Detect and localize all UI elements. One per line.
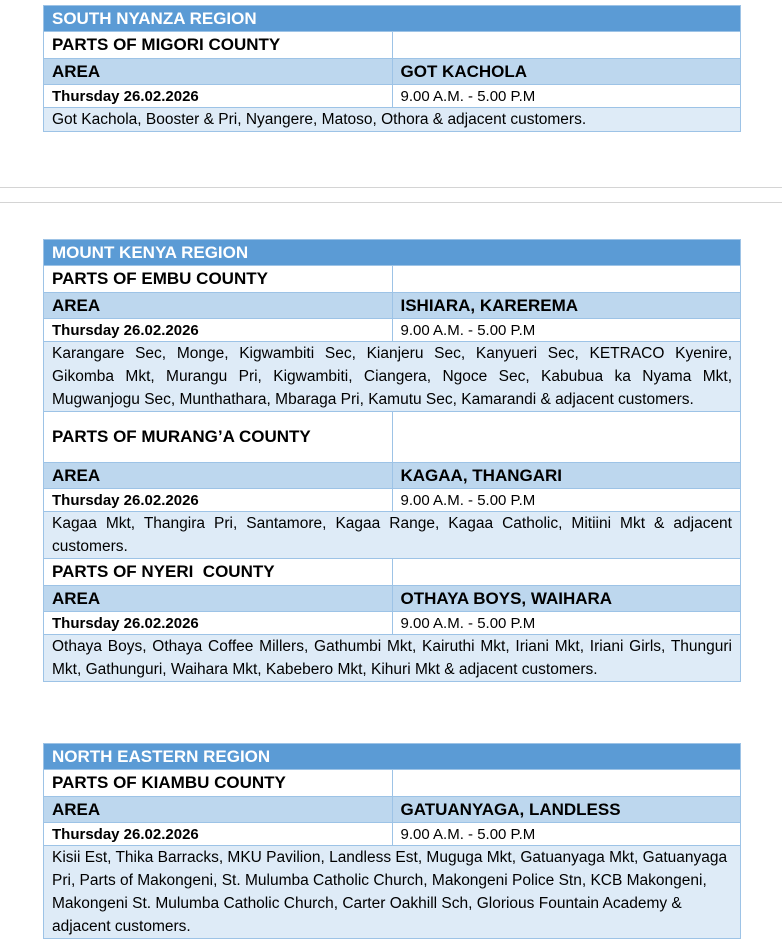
region-table-south-nyanza [43, 5, 741, 132]
area-label: AREA [44, 797, 393, 823]
affected-customers: Kisii Est, Thika Barracks, MKU Pavilion, Landless Est, Muguga Mkt, Gatuanyaga Mkt, Gatuanyaga Pri, Parts of Makongeni, St. Mulumba Catholic Church, Makongeni Police Stn, KCB Makongeni, Makongeni St. Mulumba Catholic Church, Carter Oakhill Sch, Glorious Fountain Academy & adjacent customers. [44, 846, 741, 939]
outage-time: 9.00 A.M. - 5.00 P.M [392, 319, 741, 342]
county-empty-cell [392, 559, 741, 586]
county-name: PARTS OF NYERI COUNTY [44, 559, 393, 586]
county-empty-cell [392, 32, 741, 59]
county-empty-cell [392, 412, 741, 463]
county-name: PARTS OF MIGORI COUNTY [44, 32, 393, 59]
region-title: NORTH EASTERN REGION [44, 744, 741, 770]
customers-row [44, 342, 741, 412]
area-name: ISHIARA, KAREREMA [392, 293, 741, 319]
county-row [44, 559, 741, 586]
outage-time: 9.00 A.M. - 5.00 P.M [392, 489, 741, 512]
area-label: AREA [44, 463, 393, 489]
region-title: MOUNT KENYA REGION [44, 240, 741, 266]
outage-date: Thursday 26.02.2026 [44, 612, 393, 635]
area-name: GATUANYAGA, LANDLESS [392, 797, 741, 823]
county-row [44, 266, 741, 293]
region-header [44, 744, 741, 770]
area-label: AREA [44, 586, 393, 612]
county-empty-cell [392, 266, 741, 293]
outage-time: 9.00 A.M. - 5.00 P.M [392, 85, 741, 108]
area-row [44, 463, 741, 489]
outage-date: Thursday 26.02.2026 [44, 489, 393, 512]
schedule-row [44, 319, 741, 342]
area-row [44, 797, 741, 823]
outage-date: Thursday 26.02.2026 [44, 823, 393, 846]
county-row [44, 770, 741, 797]
affected-customers: Kagaa Mkt, Thangira Pri, Santamore, Kagaa Range, Kagaa Catholic, Mitiini Mkt & adjacent customers. [44, 512, 741, 559]
area-name: OTHAYA BOYS, WAIHARA [392, 586, 741, 612]
county-name: PARTS OF MURANG’A COUNTY [44, 412, 393, 463]
outage-date: Thursday 26.02.2026 [44, 319, 393, 342]
region-table-north-eastern [43, 743, 741, 939]
customers-row [44, 635, 741, 682]
area-row [44, 293, 741, 319]
region-header [44, 6, 741, 32]
area-row [44, 59, 741, 85]
area-row [44, 586, 741, 612]
affected-customers: Got Kachola, Booster & Pri, Nyangere, Matoso, Othora & adjacent customers. [44, 108, 741, 132]
customers-row [44, 846, 741, 939]
schedule-row [44, 612, 741, 635]
county-name: PARTS OF EMBU COUNTY [44, 266, 393, 293]
area-name: GOT KACHOLA [392, 59, 741, 85]
region-title: SOUTH NYANZA REGION [44, 6, 741, 32]
county-row [44, 32, 741, 59]
customers-row [44, 512, 741, 559]
outage-time: 9.00 A.M. - 5.00 P.M [392, 612, 741, 635]
area-label: AREA [44, 59, 393, 85]
page-divider-top [0, 187, 782, 188]
outage-time: 9.00 A.M. - 5.00 P.M [392, 823, 741, 846]
area-name: KAGAA, THANGARI [392, 463, 741, 489]
region-header [44, 240, 741, 266]
customers-row [44, 108, 741, 132]
county-row [44, 412, 741, 463]
schedule-row [44, 823, 741, 846]
area-label: AREA [44, 293, 393, 319]
county-empty-cell [392, 770, 741, 797]
schedule-row [44, 489, 741, 512]
affected-customers: Othaya Boys, Othaya Coffee Millers, Gathumbi Mkt, Kairuthi Mkt, Iriani Mkt, Iriani Girls, Thunguri Mkt, Gathunguri, Waihara Mkt, Kabebero Mkt, Kihuri Mkt & adjacent customers. [44, 635, 741, 682]
county-name: PARTS OF KIAMBU COUNTY [44, 770, 393, 797]
affected-customers: Karangare Sec, Monge, Kigwambiti Sec, Kianjeru Sec, Kanyueri Sec, KETRACO Kyenire, Gikomba Mkt, Murangu Pri, Kigwambiti, Ciangera, Ngoce Sec, Kabubua ka Nyama Mkt, Mugwanjogu Sec, Munthathara, Mbaraga Pri, Kamutu Sec, Kamarandi & adjacent customers. [44, 342, 741, 412]
outage-date: Thursday 26.02.2026 [44, 85, 393, 108]
schedule-row [44, 85, 741, 108]
region-table-mount-kenya [43, 239, 741, 682]
page-divider-bottom [0, 202, 782, 203]
